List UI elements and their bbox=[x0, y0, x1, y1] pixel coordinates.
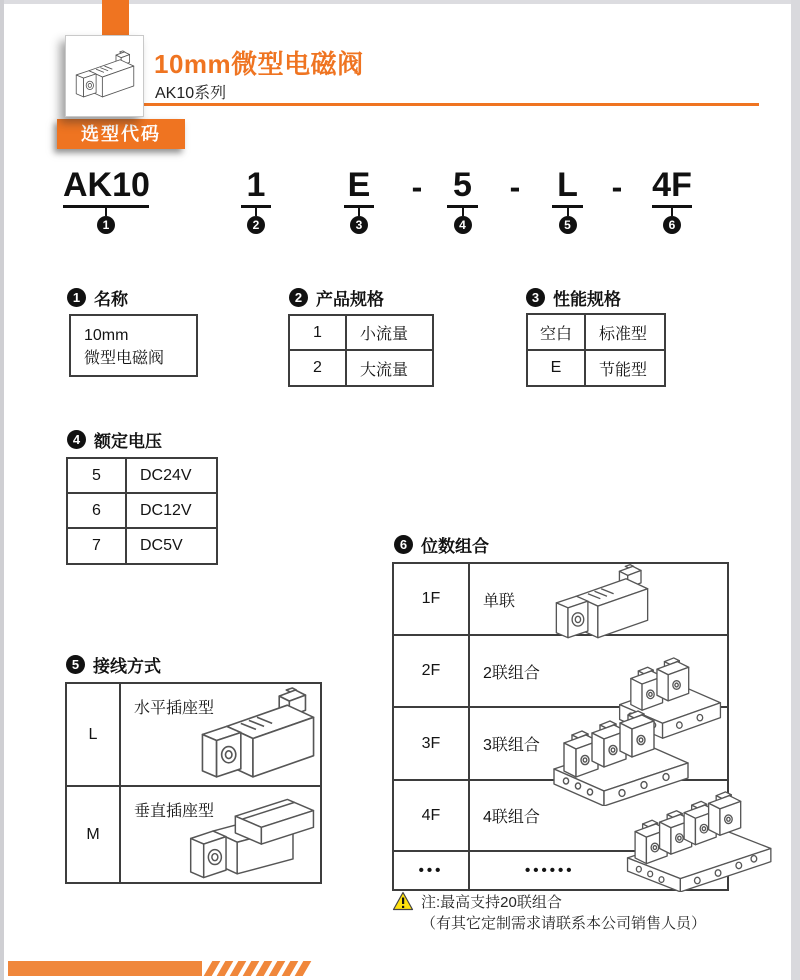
label-cell: 2联组合 bbox=[468, 636, 727, 706]
code-segment-5 bbox=[552, 167, 583, 234]
code-cell: M bbox=[86, 825, 100, 843]
page-edge-right bbox=[791, 0, 800, 980]
section-number-icon: 1 bbox=[67, 288, 86, 307]
section-number-icon: 2 bbox=[289, 288, 308, 307]
code-cell: 1F bbox=[421, 590, 441, 607]
code-cell: 2 bbox=[313, 359, 322, 376]
horizontal-socket-valve-illustration bbox=[192, 686, 324, 787]
section-title: 名称 bbox=[94, 290, 128, 309]
table-row bbox=[528, 315, 664, 349]
section-number-icon: 3 bbox=[526, 288, 545, 307]
section-voltage-header bbox=[67, 427, 162, 452]
code-callout-number: 3 bbox=[350, 216, 368, 234]
section-title: 位数组合 bbox=[421, 537, 489, 556]
code-cell: ••• bbox=[418, 862, 444, 879]
table-row bbox=[290, 316, 432, 349]
code-value: 1 bbox=[246, 166, 266, 204]
code-cell: 6 bbox=[92, 501, 101, 519]
series-subtitle: AK10系列 bbox=[155, 85, 227, 102]
code-dash: - bbox=[509, 169, 521, 205]
section-title: 产品规格 bbox=[316, 290, 384, 309]
label-cell: •••••• bbox=[468, 852, 727, 889]
page-edge-left bbox=[0, 0, 4, 980]
warning-icon bbox=[392, 891, 414, 916]
name-line: 10mm bbox=[84, 327, 129, 344]
header-rule bbox=[143, 103, 759, 106]
code-cell: 7 bbox=[92, 537, 101, 554]
section-title: 接线方式 bbox=[93, 657, 161, 676]
code-value: E bbox=[347, 166, 371, 204]
code-cell: 4F bbox=[421, 806, 441, 824]
code-callout-number: 6 bbox=[663, 216, 681, 234]
code-cell: E bbox=[550, 359, 562, 376]
name-line: 微型电磁阀 bbox=[84, 350, 165, 367]
section-number-icon: 5 bbox=[66, 655, 85, 674]
table-row bbox=[68, 459, 216, 492]
section-spec-header bbox=[289, 285, 384, 310]
label-cell: 标准型 bbox=[584, 315, 664, 349]
code-segment-1 bbox=[63, 167, 149, 234]
corner-accent-tab bbox=[102, 0, 129, 37]
code-segment-2 bbox=[241, 167, 271, 234]
code-segment-4 bbox=[447, 167, 478, 234]
voltage-table bbox=[66, 457, 218, 565]
label-cell: DC5V bbox=[125, 529, 216, 563]
section-number-icon: 4 bbox=[67, 430, 86, 449]
selection-code-badge: 选型代码 bbox=[57, 119, 185, 149]
code-segment-3 bbox=[344, 167, 374, 234]
page-title: 10mm微型电磁阀 bbox=[154, 49, 364, 79]
label-cell: 单联 bbox=[468, 564, 727, 634]
four-station-manifold-illustration bbox=[620, 788, 785, 892]
product-photo bbox=[65, 35, 144, 117]
code-callout-number: 5 bbox=[559, 216, 577, 234]
note-line-2: （有其它定制需求请联系本公司销售人员） bbox=[421, 915, 707, 932]
label-cell: DC12V bbox=[125, 494, 216, 527]
name-box bbox=[69, 314, 198, 377]
code-dash: - bbox=[411, 169, 423, 205]
table-row bbox=[68, 527, 216, 563]
section-perf-header bbox=[526, 285, 621, 310]
footer-accent-bar bbox=[8, 961, 202, 976]
code-value: L bbox=[557, 166, 578, 204]
note-line-1: 注:最高支持20联组合 bbox=[421, 894, 562, 911]
section-name-header bbox=[67, 285, 128, 310]
spec-table bbox=[288, 314, 434, 387]
code-callout-number: 1 bbox=[97, 216, 115, 234]
single-valve-illustration bbox=[548, 563, 656, 646]
code-value: AK10 bbox=[63, 166, 150, 204]
code-cell: 1 bbox=[313, 323, 322, 341]
section-stations-header bbox=[394, 532, 489, 557]
code-cell: 5 bbox=[92, 466, 101, 484]
label-cell: DC24V bbox=[125, 459, 216, 492]
note-text bbox=[421, 892, 706, 934]
label-cell: 大流量 bbox=[345, 351, 432, 385]
section-title: 性能规格 bbox=[553, 290, 621, 309]
footer-accent-stripes bbox=[208, 961, 312, 976]
label-cell: 3联组合 bbox=[468, 708, 727, 779]
code-cell: 3F bbox=[421, 734, 441, 752]
valve-line-art-icon bbox=[71, 48, 139, 104]
label-cell: 小流量 bbox=[345, 316, 432, 349]
label-cell: 节能型 bbox=[584, 351, 664, 385]
code-segment-6 bbox=[652, 167, 692, 234]
label-cell: 垂直插座型 bbox=[119, 787, 320, 882]
code-cell: 2F bbox=[421, 662, 441, 679]
table-row bbox=[528, 349, 664, 385]
vertical-socket-valve-illustration bbox=[183, 792, 323, 885]
section-title: 额定电压 bbox=[94, 432, 162, 451]
label-cell: 水平插座型 bbox=[119, 684, 320, 785]
code-value: 4F bbox=[652, 166, 692, 204]
code-dash: - bbox=[611, 169, 623, 205]
code-callout-number: 2 bbox=[247, 216, 265, 234]
perf-table bbox=[526, 313, 666, 387]
code-callout-number: 4 bbox=[454, 216, 472, 234]
table-row bbox=[290, 349, 432, 385]
section-number-icon: 6 bbox=[394, 535, 413, 554]
label-cell: 4联组合 bbox=[468, 781, 727, 850]
code-value: 5 bbox=[453, 166, 472, 204]
section-wiring-header bbox=[66, 652, 161, 677]
code-cell: L bbox=[88, 725, 98, 743]
code-cell: 空白 bbox=[539, 325, 572, 343]
table-row bbox=[68, 492, 216, 527]
